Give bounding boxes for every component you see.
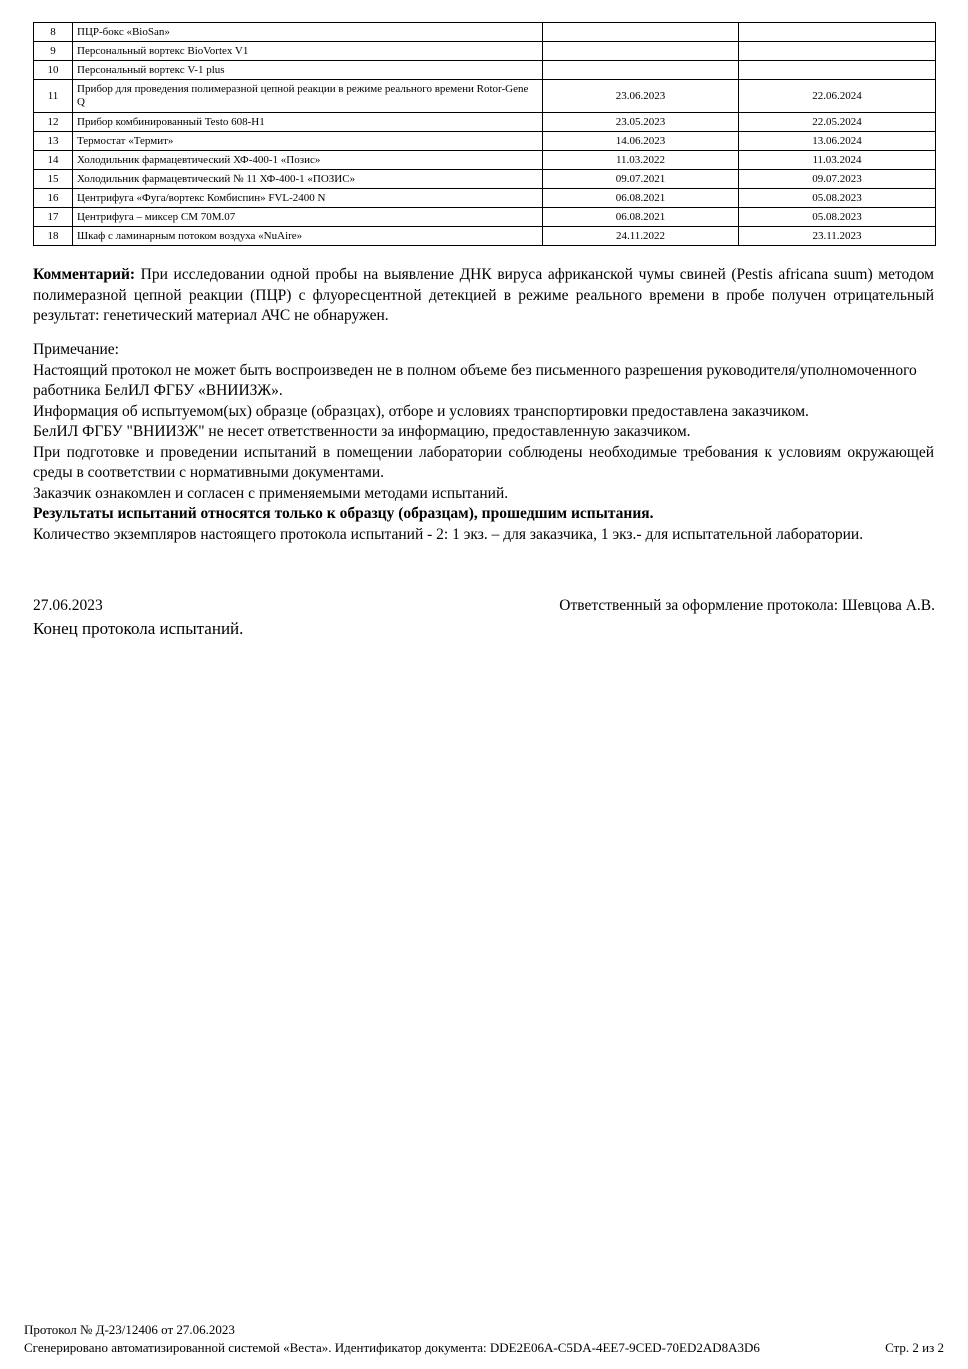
- valid-until-date: 23.11.2023: [739, 227, 936, 246]
- equipment-name: ПЦР-бокс «BioSan»: [73, 23, 543, 42]
- valid-until-date: 09.07.2023: [739, 170, 936, 189]
- note-reproduction: Настоящий протокол не может быть воспроизведен не в полном объеме без письменного разрешения руководителя/уполномоченного работника БелИЛ ФГБУ «ВНИИЗЖ».: [33, 361, 917, 399]
- table-row: [34, 132, 936, 151]
- equipment-name: Персональный вортекс BioVortex V1: [73, 42, 543, 61]
- footer-generated-by: Сгенерировано автоматизированной системой «Веста». Идентификатор документа: DDE2E06A-C5DA-4EE7-9CED-70ED2AD8A3D6: [24, 1340, 760, 1355]
- verification-date: 06.08.2021: [543, 208, 739, 227]
- verification-date: 24.11.2022: [543, 227, 739, 246]
- equipment-name: Холодильник фармацевтический ХФ-400-1 «Позис»: [73, 151, 543, 170]
- verification-date: 11.03.2022: [543, 151, 739, 170]
- equipment-table: [33, 22, 936, 246]
- verification-date: 14.06.2023: [543, 132, 739, 151]
- valid-until-date: 11.03.2024: [739, 151, 936, 170]
- row-number: 17: [34, 208, 73, 227]
- equipment-name: Прибор для проведения полимеразной цепной реакции в режиме реального времени Rotor-Gene Q: [73, 80, 543, 113]
- valid-until-date: 13.06.2024: [739, 132, 936, 151]
- note-liability: БелИЛ ФГБУ "ВНИИЗЖ" не несет ответственности за информацию, предоставленную заказчиком.: [33, 423, 691, 440]
- valid-until-date: 05.08.2023: [739, 189, 936, 208]
- table-row: [34, 61, 936, 80]
- row-number: 8: [34, 23, 73, 42]
- footer-page-number: Стр. 2 из 2: [885, 1340, 944, 1355]
- comment-paragraph: [33, 265, 934, 327]
- valid-until-date: 22.05.2024: [739, 113, 936, 132]
- comment-label: Комментарий:: [33, 266, 136, 283]
- note-conditions: При подготовке и проведении испытаний в помещении лаборатории соблюдены необходимые требования к условиям окружающей среды в соответствии с нормативными документами.: [33, 443, 934, 481]
- table-row: [34, 42, 936, 61]
- table-row: [34, 189, 936, 208]
- verification-date: 09.07.2021: [543, 170, 739, 189]
- equipment-name: Термостат «Термит»: [73, 132, 543, 151]
- table-row: [34, 208, 936, 227]
- valid-until-date: 05.08.2023: [739, 208, 936, 227]
- row-number: 15: [34, 170, 73, 189]
- equipment-name: Шкаф с ламинарным потоком воздуха «NuAire»: [73, 227, 543, 246]
- row-number: 13: [34, 132, 73, 151]
- footer-protocol-number: Протокол № Д-23/12406 от 27.06.2023: [24, 1322, 235, 1337]
- row-number: 14: [34, 151, 73, 170]
- note-results-scope: Результаты испытаний относятся только к образцу (образцам), прошедшим испытания.: [33, 505, 654, 522]
- row-number: 16: [34, 189, 73, 208]
- notes-heading: Примечание:: [33, 341, 119, 358]
- note-methods: Заказчик ознакомлен и согласен с применяемыми методами испытаний.: [33, 484, 509, 502]
- equipment-name: Персональный вортекс V-1 plus: [73, 61, 543, 80]
- row-number: 18: [34, 227, 73, 246]
- row-number: 9: [34, 42, 73, 61]
- table-row: [34, 23, 936, 42]
- verification-date: 23.06.2023: [543, 80, 739, 113]
- comment-text: При исследовании одной пробы на выявление ДНК вируса африканской чумы свиней (Pestis africana suum) методом полимеразной цепной реакции (ПЦР) с флуоресцентной детекцией в режиме реального времени в пробе получен отрицательный результат: генетический материал АЧС не обнаружен.: [33, 266, 934, 324]
- valid-until-date: [739, 42, 936, 61]
- valid-until-date: 22.06.2024: [739, 80, 936, 113]
- verification-date: [543, 61, 739, 80]
- equipment-name: Прибор комбинированный Testo 608-H1: [73, 113, 543, 132]
- verification-date: [543, 23, 739, 42]
- equipment-name: Центрифуга «Фуга/вортекс Комбиспин» FVL-2400 N: [73, 189, 543, 208]
- verification-date: 23.05.2023: [543, 113, 739, 132]
- table-row: [34, 80, 936, 113]
- signature-responsible: Ответственный за оформление протокола: Шевцова А.В.: [559, 597, 935, 614]
- table-row: [34, 151, 936, 170]
- table-row: [34, 227, 936, 246]
- verification-date: [543, 42, 739, 61]
- note-copies: Количество экземпляров настоящего протокола испытаний - 2: 1 экз. – для заказчика, 1 экз.- для испытательной лаборатории.: [33, 525, 864, 543]
- end-of-protocol: Конец протокола испытаний.: [33, 619, 244, 638]
- row-number: 12: [34, 113, 73, 132]
- valid-until-date: [739, 61, 936, 80]
- row-number: 11: [34, 80, 73, 113]
- note-sample-info: Информация об испытуемом(ых) образце (образцах), отборе и условиях транспортировки предоставлена заказчиком.: [33, 402, 809, 420]
- valid-until-date: [739, 23, 936, 42]
- notes-section: [33, 340, 934, 545]
- signature-date: 27.06.2023: [33, 597, 103, 614]
- table-row: [34, 170, 936, 189]
- verification-date: 06.08.2021: [543, 189, 739, 208]
- table-row: [34, 113, 936, 132]
- equipment-name: Холодильник фармацевтический № 11 ХФ-400-1 «ПОЗИС»: [73, 170, 543, 189]
- row-number: 10: [34, 61, 73, 80]
- equipment-name: Центрифуга – миксер СМ 70М.07: [73, 208, 543, 227]
